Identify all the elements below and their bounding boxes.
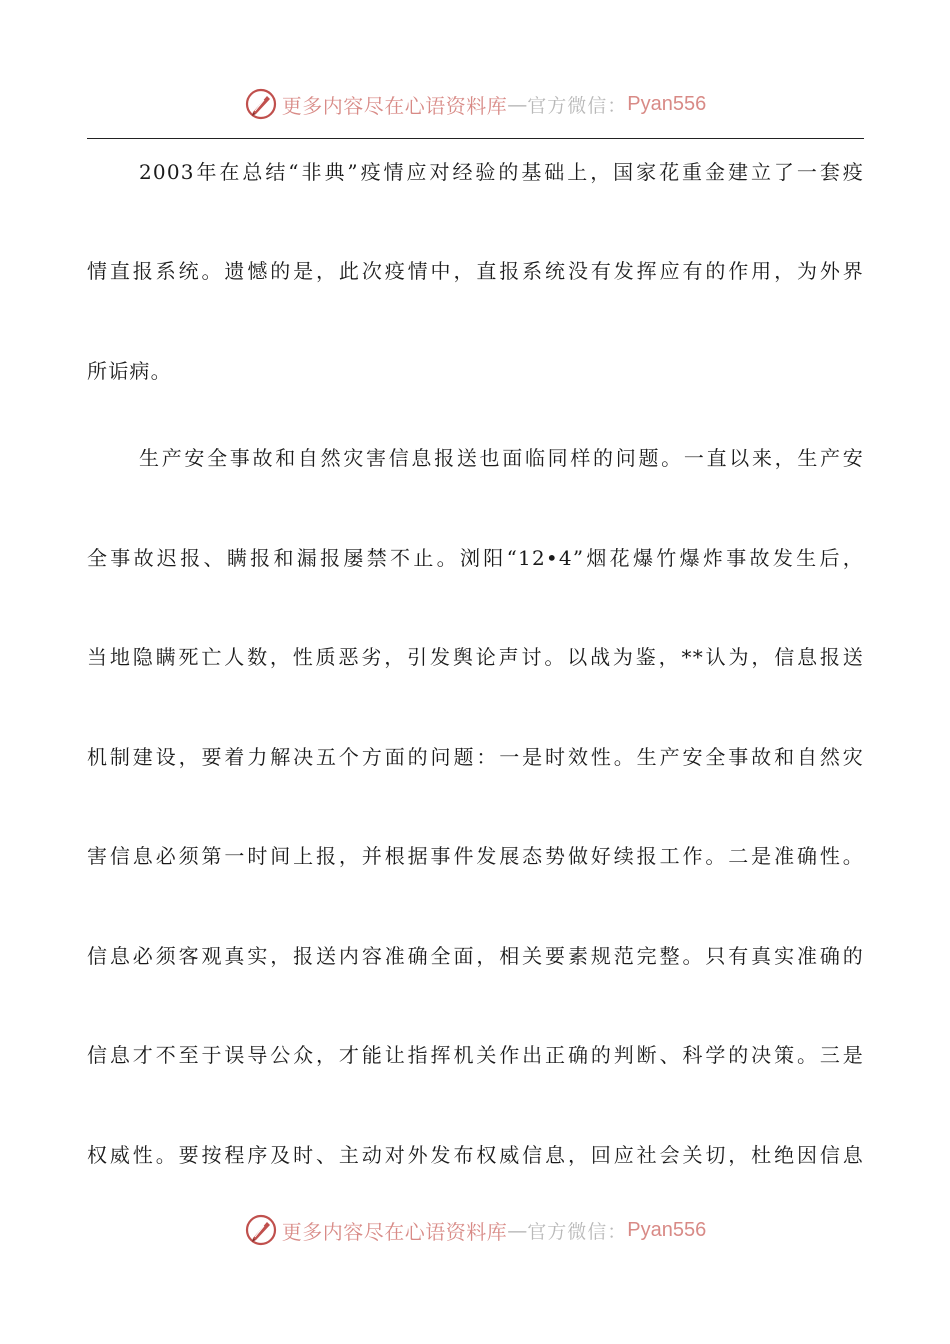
body-line: 权威性。要按程序及时、主动对外发布权威信息，回应社会关切，杜绝因信息	[87, 1143, 864, 1167]
body-line: 情直报系统。遗憾的是，此次疫情中，直报系统没有发挥应有的作用，为外界	[87, 259, 864, 283]
pen-logo-icon	[244, 87, 278, 121]
body-line: 全事故迟报、瞒报和漏报屡禁不止。浏阳“12•4”烟花爆竹爆炸事故发生后，	[87, 546, 864, 570]
pen-logo-icon	[244, 1213, 278, 1247]
body-line: 机制建设，要着力解决五个方面的问题：一是时效性。生产安全事故和自然灾	[87, 745, 864, 769]
header-rule	[87, 138, 864, 139]
banner-wechat-id: Pyan556	[627, 92, 707, 115]
body-line: 信息必须客观真实，报送内容准确全面，相关要素规范完整。只有真实准确的	[87, 944, 864, 968]
footer-banner	[0, 1208, 950, 1252]
body-line: 2003年在总结“非典”疫情应对经验的基础上，国家花重金建立了一套疫	[139, 160, 864, 184]
banner-wechat-id: Pyan556	[627, 1218, 707, 1241]
banner-wechat-label: 官方微信：	[527, 94, 628, 117]
banner-brand: 更多内容尽在心语资料库	[281, 1219, 508, 1244]
header-banner	[0, 82, 950, 126]
body-line: 信息才不至于误导公众，才能让指挥机关作出正确的判断、科学的决策。三是	[87, 1043, 864, 1067]
banner-separator: —	[507, 1218, 528, 1242]
banner-wechat-label: 官方微信：	[527, 1220, 628, 1243]
body-line: 所诟病。	[87, 359, 172, 383]
body-line: 害信息必须第一时间上报，并根据事件发展态势做好续报工作。二是准确性。	[87, 844, 864, 868]
banner-separator: —	[507, 92, 528, 116]
banner-brand: 更多内容尽在心语资料库	[281, 93, 508, 118]
body-line: 当地隐瞒死亡人数，性质恶劣，引发舆论声讨。以战为鉴，**认为，信息报送	[87, 645, 864, 669]
body-line: 生产安全事故和自然灾害信息报送也面临同样的问题。一直以来，生产安	[139, 446, 864, 470]
